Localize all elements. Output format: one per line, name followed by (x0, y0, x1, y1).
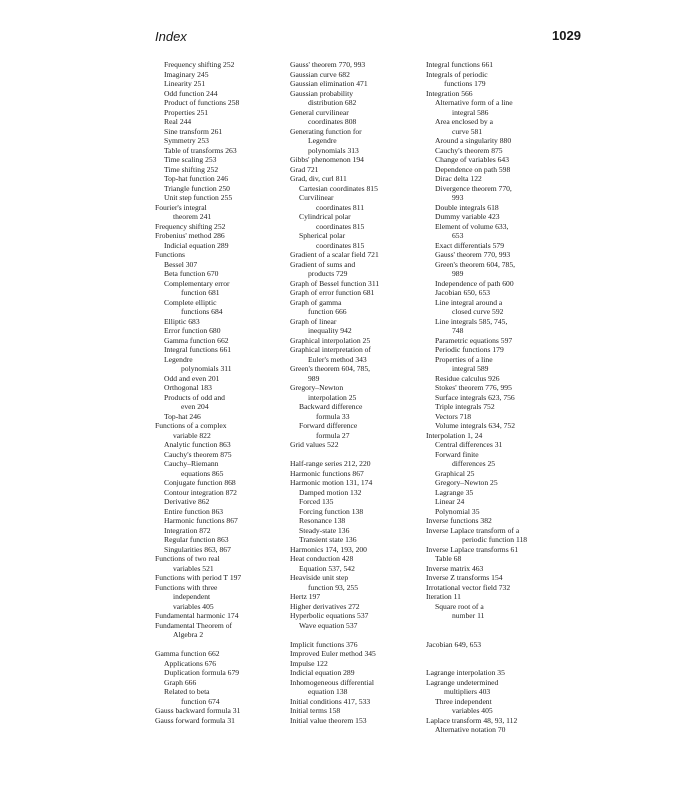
index-entry: Gibbs' phenomenon 194 (290, 155, 364, 164)
index-entry: Derivative 862 (164, 497, 210, 506)
index-entry: Real 244 (164, 117, 192, 126)
index-entry: Graphical interpolation 25 (290, 335, 371, 345)
index-entry: Linearity 251 (164, 79, 206, 88)
index-entry: Frequency shifting 252 (155, 221, 226, 231)
index-entry: Inhomogeneous differential (290, 677, 374, 687)
index-entry: integral 586 (452, 107, 489, 117)
index-entry: Initial terms 158 (290, 706, 341, 715)
index-entry: Inverse functions 382 (426, 516, 492, 525)
index-entry: Area enclosed by a (435, 117, 493, 126)
index-entry: differences 25 (452, 459, 496, 468)
index-entry: Green's theorem 604, 785, (290, 364, 371, 373)
index-entry: 989 (308, 373, 320, 383)
index-entry: Properties 251 (164, 107, 209, 117)
index-entry: Inverse matrix 463 (426, 563, 484, 573)
index-entry: Hyperbolic equations 537 (290, 611, 369, 620)
index-entry: Generating function for (290, 126, 362, 136)
index-entry: Legendre (164, 354, 193, 364)
index-entry: Gregory–Newton 25 (435, 478, 498, 487)
index-entry: Harmonic motion 131, 174 (290, 478, 373, 487)
index-entry: Three independent (435, 696, 492, 706)
index-column-2 (290, 60, 418, 725)
index-entry: Integral functions 661 (164, 345, 232, 354)
index-entry: Sine transform 261 (164, 126, 223, 136)
index-entry: formula 33 (316, 411, 350, 421)
index-entry: Dependence on path 598 (435, 164, 511, 174)
index-entry: Frobenius' method 286 (155, 231, 225, 240)
index-entry: Inverse Laplace transform of a (426, 525, 520, 535)
index-entry: Curvilinear (299, 193, 334, 202)
index-entry: Applications 676 (164, 658, 217, 668)
index-entry: Gradient of sums and (290, 259, 356, 269)
index-entry: variables 405 (452, 706, 493, 715)
index-entry: products 729 (308, 269, 348, 278)
index-entry: Backward difference (299, 402, 363, 411)
index-entry: equations 865 (181, 468, 224, 478)
index-column-3 (426, 60, 554, 735)
index-entry: Wave equation 537 (299, 620, 358, 630)
index-entry: number 11 (452, 611, 485, 620)
index-entry: Grad 721 (290, 164, 319, 174)
index-entry: Imaginary 245 (164, 69, 209, 79)
index-entry: interpolation 25 (308, 392, 357, 402)
index-entry: Interpolation 1, 24 (426, 430, 483, 440)
index-entry: periodic function 118 (462, 535, 528, 544)
index-entry: Grid values 522 (290, 440, 339, 449)
index-entry: Vectors 718 (435, 411, 472, 421)
index-entry: Symmetry 253 (164, 136, 209, 145)
index-entry: General curvilinear (290, 107, 349, 117)
index-entry: Harmonic functions 867 (164, 516, 238, 525)
index-entry: Forced 135 (299, 497, 334, 506)
index-entry: Elliptic 683 (164, 316, 200, 326)
index-entry: coordinates 815 (316, 221, 365, 231)
index-entry: Odd and even 201 (164, 373, 220, 383)
index-entry: Impulse 122 (290, 658, 328, 668)
index-entry: curve 581 (452, 126, 483, 136)
index-entry: Gauss backward formula 31 (155, 706, 241, 715)
index-entry: Laplace transform 48, 93, 112 (426, 715, 518, 725)
index-entry: Gaussian probability (290, 88, 354, 98)
index-entry: Graph 666 (164, 677, 197, 687)
index-entry: theorem 241 (173, 212, 212, 221)
index-entry: Cauchy's theorem 875 (435, 145, 503, 155)
index-entry: Error function 680 (164, 326, 221, 335)
index-entry: Table 68 (435, 554, 462, 563)
index-entry: Time scaling 253 (164, 155, 217, 164)
index-entry: Top-hat function 246 (164, 174, 229, 183)
index-entry: Complete elliptic (164, 297, 217, 307)
index-entry: Forcing function 138 (299, 506, 364, 516)
index-letter-gap (426, 621, 554, 631)
index-entry: Transient state 136 (299, 535, 357, 544)
index-entry: Spherical polar (299, 231, 346, 240)
index-entry: 748 (452, 326, 464, 335)
index-entry: Lagrange interpolation 35 (426, 668, 505, 677)
index-entry: Polynomial 35 (435, 506, 480, 516)
index-entry: Jacobian 650, 653 (435, 288, 491, 297)
index-entry: Conjugate function 868 (164, 478, 236, 487)
index-entry: Around a singularity 880 (435, 136, 512, 145)
index-entry: inequality 942 (308, 326, 352, 335)
index-entry: Initial value theorem 153 (290, 715, 367, 725)
index-entry: Lagrange undetermined (426, 677, 499, 687)
index-entry: Dummy variable 423 (435, 212, 500, 221)
index-entry: Functions of two real (155, 554, 220, 563)
index-entry: Graph of linear (290, 316, 337, 326)
index-entry: equation 138 (308, 687, 348, 696)
index-entry: Parametric equations 597 (435, 335, 513, 345)
index-column-1 (155, 60, 283, 725)
index-entry: Gradient of a scalar field 721 (290, 250, 379, 259)
page-number: 1029 (552, 28, 581, 43)
index-entry: Table of transforms 263 (164, 145, 237, 155)
index-entry: integral 589 (452, 364, 489, 373)
index-entry: Cartesian coordinates 815 (299, 183, 378, 193)
index-entry: Gamma function 662 (155, 649, 220, 658)
index-entry: Gauss forward formula 31 (155, 715, 235, 725)
index-entry: Gauss' theorem 770, 993 (435, 250, 511, 259)
index-entry: 993 (452, 193, 464, 202)
index-entry: even 204 (181, 402, 209, 411)
index-entry: Divergence theorem 770, (435, 183, 512, 193)
index-entry: Graphical 25 (435, 468, 475, 478)
index-entry: Double integrals 618 (435, 202, 499, 212)
index-entry: Improved Euler method 345 (290, 649, 376, 658)
index-entry: Residue calculus 926 (435, 373, 500, 383)
index-entry: Integrals of periodic (426, 69, 488, 79)
index-entry: Inverse Z transforms 154 (426, 573, 503, 582)
index-entry: Legendre (308, 136, 337, 145)
index-entry: coordinates 811 (316, 202, 365, 212)
index-entry: closed curve 592 (452, 307, 504, 316)
index-entry: Jacobian 649, 653 (426, 639, 482, 649)
index-entry: function 674 (181, 696, 220, 706)
index-entry: Products of odd and (164, 392, 225, 402)
index-letter-gap (155, 640, 283, 650)
index-entry: Triple integrals 752 (435, 402, 495, 411)
index-entry: Gaussian elimination 471 (290, 79, 368, 88)
index-entry: variables 521 (173, 563, 214, 573)
index-entry: Gregory–Newton (290, 383, 344, 392)
index-entry: function 666 (308, 307, 347, 316)
index-entry: Cylindrical polar (299, 212, 351, 221)
index-entry: Hertz 197 (290, 592, 321, 601)
index-entry: Grad, div, curl 811 (290, 174, 347, 183)
index-entry: Surface integrals 623, 756 (435, 392, 515, 402)
index-entry: Dirac delta 122 (435, 174, 482, 183)
index-entry: Orthogonal 183 (164, 383, 212, 392)
index-entry: independent (173, 592, 211, 601)
index-entry: Cauchy–Riemann (164, 459, 219, 468)
index-entry: Top-hat 246 (164, 411, 201, 421)
index-entry: Half-range series 212, 220 (290, 459, 371, 468)
index-entry: Functions with period T 197 (155, 573, 242, 582)
index-entry: Graph of gamma (290, 297, 342, 307)
index-entry: Complementary error (164, 278, 230, 288)
index-entry: Euler's method 343 (308, 354, 367, 364)
index-entry: Resonance 138 (299, 516, 346, 525)
index-entry: distribution 682 (308, 98, 357, 107)
index-entry: Green's theorem 604, 785, (435, 259, 516, 269)
index-entry: Indicial equation 289 (290, 668, 355, 677)
index-entry: Functions of a complex (155, 421, 227, 430)
index-letter-gap (290, 630, 418, 640)
running-head: Index (155, 29, 187, 44)
index-entry: Element of volume 633, (435, 221, 509, 231)
index-entry: Damped motion 132 (299, 487, 362, 497)
index-entry: Odd function 244 (164, 88, 218, 98)
index-entry: Unit step function 255 (164, 193, 233, 202)
index-entry: Fourier's integral (155, 202, 207, 212)
index-entry: Harmonic functions 867 (290, 468, 364, 478)
index-entry: Singularities 863, 867 (164, 544, 231, 554)
index-entry: Contour integration 872 (164, 487, 237, 497)
index-entry: Graph of Bessel function 311 (290, 278, 380, 288)
index-entry: Algebra 2 (173, 630, 204, 639)
index-entry: Line integrals 585, 745, (435, 316, 508, 326)
index-entry: Related to beta (164, 687, 210, 696)
index-entry: Forward finite (435, 449, 479, 459)
index-entry: Linear 24 (435, 497, 465, 506)
index-letter-gap (426, 659, 554, 669)
index-entry: Alternative form of a line (435, 98, 513, 107)
index-entry: Harmonics 174, 193, 200 (290, 544, 367, 554)
index-entry: Implicit functions 376 (290, 639, 358, 649)
index-entry: Functions with three (155, 582, 218, 592)
index-entry: Integration 566 (426, 88, 473, 98)
index-letter-gap (426, 649, 554, 659)
index-entry: Line integral around a (435, 297, 503, 307)
index-entry: Volume integrals 634, 752 (435, 421, 516, 430)
index-entry: Graph of error function 681 (290, 288, 375, 297)
index-entry: polynomials 313 (308, 145, 359, 155)
index-entry: Functions (155, 250, 185, 259)
index-entry: coordinates 815 (316, 240, 365, 250)
index-entry: Central differences 31 (435, 440, 503, 449)
index-entry: Irrotational vector field 732 (426, 582, 511, 592)
index-entry: polynomials 311 (181, 364, 232, 373)
index-entry: Higher derivatives 272 (290, 601, 360, 611)
index-entry: Fundamental harmonic 174 (155, 611, 239, 620)
index-entry: Change of variables 643 (435, 155, 510, 164)
index-entry: Duplication formula 679 (164, 668, 240, 677)
index-entry: Lagrange 35 (435, 487, 474, 497)
index-entry: 653 (452, 231, 464, 240)
index-entry: functions 179 (444, 79, 486, 88)
index-entry: Frequency shifting 252 (164, 60, 235, 69)
index-entry: Regular function 863 (164, 535, 229, 544)
index-entry: Properties of a line (435, 354, 493, 364)
index-entry: Square root of a (435, 601, 484, 611)
index-entry: Heat conduction 428 (290, 554, 354, 563)
index-entry: Indicial equation 289 (164, 240, 229, 250)
index-entry: Forward difference (299, 421, 358, 430)
index-entry: Time shifting 252 (164, 164, 219, 174)
index-entry: Iteration 11 (426, 592, 461, 601)
index-entry: Steady-state 136 (299, 525, 350, 535)
index-entry: formula 27 (316, 430, 350, 440)
index-entry: Alternative notation 70 (435, 725, 506, 734)
index-entry: Independence of path 600 (435, 278, 514, 288)
index-entry: Gamma function 662 (164, 335, 229, 345)
index-letter-gap (290, 450, 418, 460)
index-entry: multipliers 403 (444, 687, 491, 696)
index-entry: Integration 872 (164, 525, 211, 535)
index-entry: Exact differentials 579 (435, 240, 505, 250)
index-entry: Equation 537, 542 (299, 563, 355, 573)
index-entry: Stokes' theorem 776, 995 (435, 383, 512, 392)
index-entry: Bessel 307 (164, 259, 198, 269)
index-entry: Cauchy's theorem 875 (164, 449, 232, 459)
index-entry: Initial conditions 417, 533 (290, 696, 371, 706)
index-entry: Gaussian curve 682 (290, 69, 350, 79)
index-entry: variable 822 (173, 430, 211, 440)
index-entry: Product of functions 258 (164, 98, 240, 107)
index-entry: Periodic functions 179 (435, 345, 504, 354)
index-entry: function 681 (181, 288, 220, 297)
index-entry: 989 (452, 269, 464, 278)
index-entry: coordinates 808 (308, 117, 357, 126)
index-entry: Graphical interpretation of (290, 345, 371, 354)
index-entry: functions 684 (181, 307, 223, 316)
index-entry: Inverse Laplace transforms 61 (426, 544, 519, 554)
index-entry: Beta function 670 (164, 269, 219, 278)
index-entry: function 93, 255 (308, 582, 358, 592)
index-entry: Integral functions 661 (426, 60, 494, 69)
index-entry: Triangle function 250 (164, 183, 230, 193)
index-letter-gap (426, 630, 554, 640)
index-entry: Gauss' theorem 770, 993 (290, 60, 366, 69)
index-entry: Entire function 863 (164, 506, 224, 516)
index-entry: variables 405 (173, 601, 214, 611)
index-entry: Analytic function 863 (164, 440, 231, 449)
index-entry: Fundamental Theorem of (155, 620, 233, 630)
index-entry: Heaviside unit step (290, 573, 349, 582)
